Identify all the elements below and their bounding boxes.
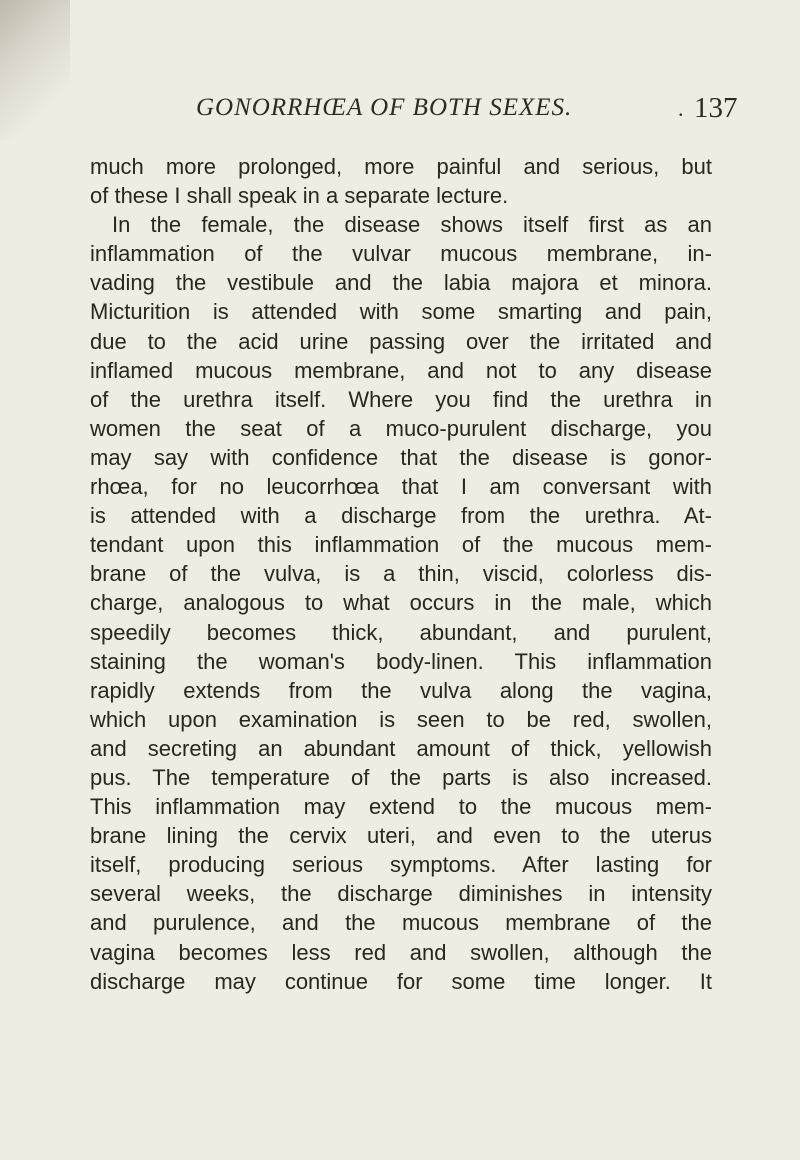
text-line: charge, analogous to what occurs in the male, which xyxy=(90,590,712,616)
text-line: pus. The temperature of the parts is also increased. xyxy=(90,764,712,790)
body-text xyxy=(90,152,712,996)
text-line: discharge may continue for some time longer. It xyxy=(90,968,712,994)
text-line: due to the acid urine passing over the irritated and xyxy=(90,328,712,354)
text-line: speedily becomes thick, abundant, and purulent, xyxy=(90,619,712,645)
text-line: inflammation of the vulvar mucous membrane, in- xyxy=(90,241,712,267)
text-line: vading the vestibule and the labia majora et minora. xyxy=(90,270,712,296)
page-number: 137 xyxy=(694,92,738,124)
text-line: rhœa, for no leucorrhœa that I am conversant with xyxy=(90,474,712,500)
text-line: brane lining the cervix uteri, and even to the uterus xyxy=(90,823,712,849)
text-line: women the seat of a muco-purulent discharge, you xyxy=(90,415,712,441)
text-line: several weeks, the discharge diminishes in intensity xyxy=(90,881,712,907)
text-line: brane of the vulva, is a thin, viscid, colorless dis- xyxy=(90,561,712,587)
text-line: which upon examination is seen to be red, swollen, xyxy=(90,706,712,732)
text-line: Micturition is attended with some smarting and pain, xyxy=(90,299,712,325)
text-line: In the female, the disease shows itself first as an xyxy=(112,212,712,238)
text-line: itself, producing serious symptoms. After lasting for xyxy=(90,852,712,878)
text-line: tendant upon this inflammation of the mucous mem- xyxy=(90,532,712,558)
running-head-separator: . xyxy=(678,96,684,121)
running-head xyxy=(0,94,800,130)
text-line: is attended with a discharge from the urethra. At- xyxy=(90,503,712,529)
text-line: rapidly extends from the vulva along the vagina, xyxy=(90,677,712,703)
text-line: inflamed mucous membrane, and not to any disease xyxy=(90,357,712,383)
text-line: and purulence, and the mucous membrane of the xyxy=(90,910,712,936)
text-line: much more prolonged, more painful and serious, but xyxy=(90,154,712,179)
running-head-title: GONORRHŒA OF BOTH SEXES. xyxy=(196,94,573,121)
text-line: and secreting an abundant amount of thick, yellowish xyxy=(90,735,712,761)
text-line: may say with confidence that the disease is gonor- xyxy=(90,444,712,470)
text-line: of these I shall speak in a separate lecture. xyxy=(90,183,509,209)
text-line: of the urethra itself. Where you find the urethra in xyxy=(90,386,712,412)
text-line: vagina becomes less red and swollen, although the xyxy=(90,939,712,965)
text-line: staining the woman's body-linen. This inflammation xyxy=(90,648,712,674)
text-line: This inflammation may extend to the mucous mem- xyxy=(90,794,712,820)
